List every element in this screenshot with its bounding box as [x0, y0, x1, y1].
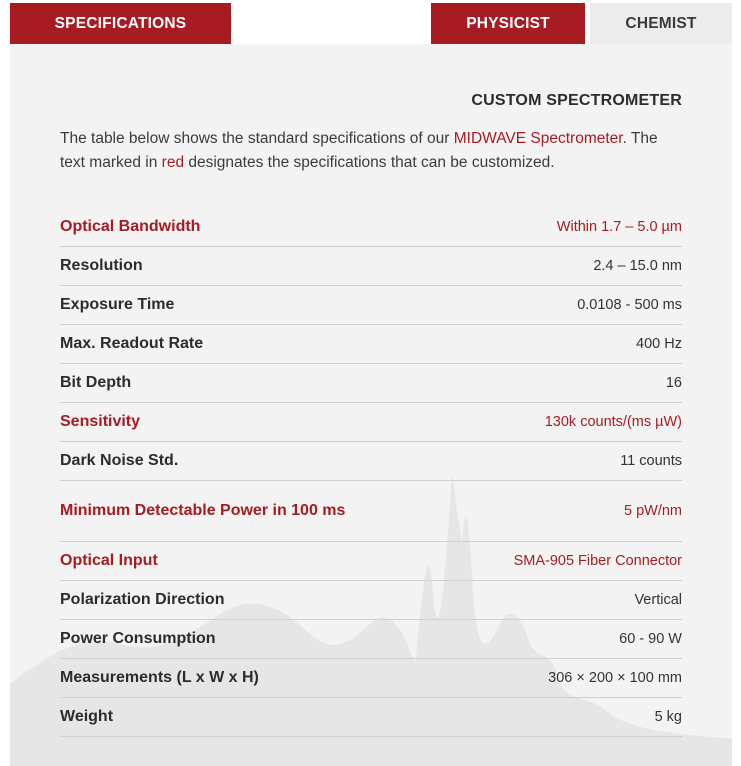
spec-label: Polarization Direction	[60, 591, 225, 608]
spec-value: 11 counts	[620, 453, 682, 469]
spec-label: Optical Input	[60, 552, 158, 569]
spec-row	[60, 659, 682, 698]
spec-value: 400 Hz	[636, 336, 682, 352]
section-title: CUSTOM SPECTROMETER	[471, 92, 682, 109]
spec-value: 5 pW/nm	[623, 503, 682, 519]
spec-value: 0.0108 - 500 ms	[577, 297, 682, 313]
midwave-spectrometer-link[interactable]: MIDWAVE Spectrometer	[453, 130, 623, 147]
spec-label: Bit Depth	[60, 374, 132, 391]
spec-row	[60, 403, 682, 442]
spec-label: Dark Noise Std.	[60, 452, 179, 469]
spec-row	[60, 208, 682, 247]
spec-row	[60, 286, 682, 325]
spec-label: Sensitivity	[60, 413, 141, 430]
spec-value: 16	[665, 375, 682, 391]
spec-value: SMA-905 Fiber Connector	[513, 553, 682, 569]
spec-label: Weight	[60, 708, 114, 725]
spec-label: Power Consumption	[60, 630, 216, 647]
intro-paragraph: The table below shows the standard specifications of our MIDWAVE Spectrometer. The text marked in red designates the specifications that can be customized.	[60, 130, 658, 171]
spec-value: 60 - 90 W	[619, 631, 682, 647]
spec-label: Resolution	[60, 257, 143, 274]
spec-label: Optical Bandwidth	[60, 218, 201, 235]
spec-row	[60, 481, 682, 542]
spec-row	[60, 542, 682, 581]
spec-row	[60, 325, 682, 364]
spec-row	[60, 247, 682, 286]
spec-label: Max. Readout Rate	[60, 335, 204, 352]
spec-value: 306 × 200 × 100 mm	[548, 670, 682, 686]
spec-table	[60, 208, 682, 737]
spec-value: Within 1.7 – 5.0 µm	[556, 219, 682, 235]
spec-label: Exposure Time	[60, 296, 175, 313]
spec-value: 2.4 – 15.0 nm	[593, 258, 682, 274]
spec-panel	[10, 44, 732, 766]
spec-row	[60, 581, 682, 620]
tab-chemist[interactable]: CHEMIST	[590, 3, 732, 44]
spec-value: Vertical	[634, 592, 682, 608]
spec-label: Minimum Detectable Power in 100 ms	[60, 502, 346, 519]
spec-row	[60, 698, 682, 737]
spec-label: Measurements (L x W x H)	[60, 669, 259, 686]
spec-value: 5 kg	[654, 709, 682, 725]
spec-row	[60, 620, 682, 659]
tab-specifications[interactable]: SPECIFICATIONS	[10, 3, 231, 44]
spec-value: 130k counts/(ms µW)	[544, 414, 682, 430]
spec-row	[60, 442, 682, 481]
tab-physicist[interactable]: PHYSICIST	[431, 3, 585, 44]
spec-row	[60, 364, 682, 403]
